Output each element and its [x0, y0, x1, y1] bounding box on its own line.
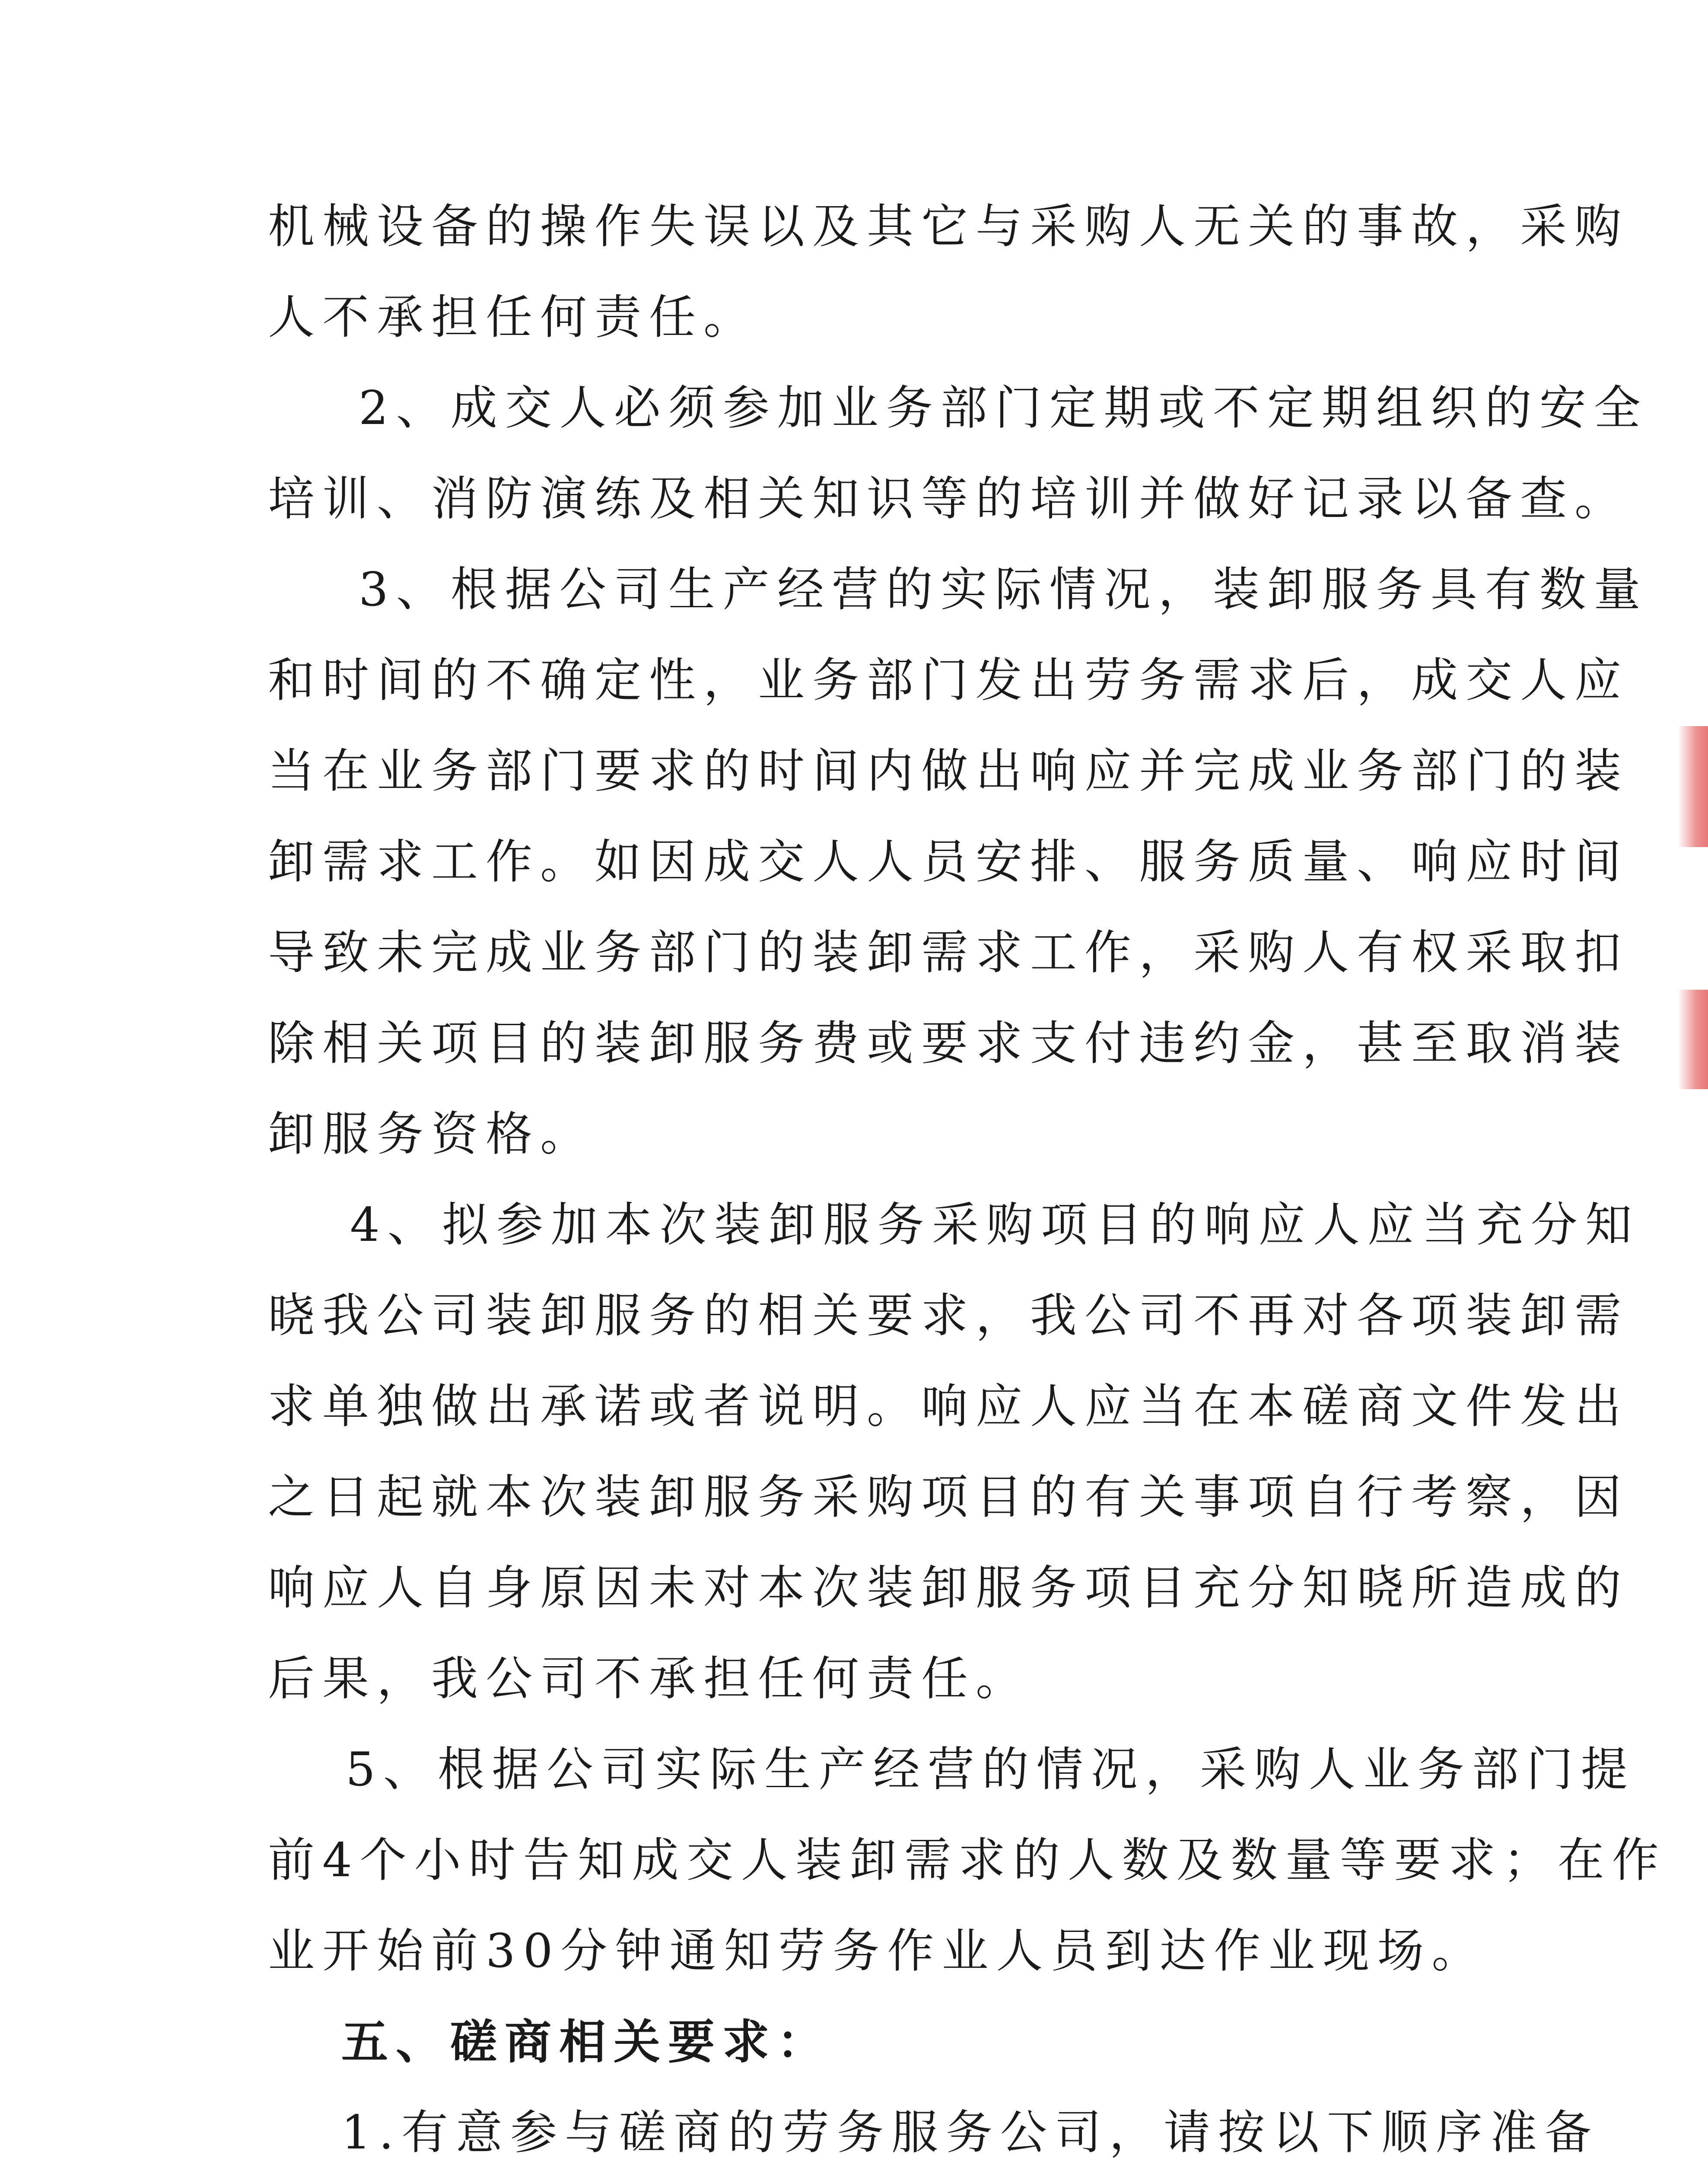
body-line: 后果，我公司不承担任何责任。	[268, 1652, 1031, 1706]
body-line: 求单独做出承诺或者说明。响应人应当在本磋商文件发出	[268, 1380, 1629, 1434]
paragraph-2-first-line: 2、成交人必须参加业务部门定期或不定期组织的安全	[359, 381, 1648, 435]
body-line: 卸需求工作。如因成交人人员安排、服务质量、响应时间	[268, 835, 1629, 889]
body-line: 和时间的不确定性，业务部门发出劳务需求后，成交人应	[268, 653, 1629, 708]
body-line: 业开始前30分钟通知劳务作业人员到达作业现场。	[268, 1924, 1486, 1978]
seal-edge-mark	[1678, 990, 1708, 1089]
body-line: 机械设备的操作失误以及其它与采购人无关的事故，采购	[268, 200, 1629, 254]
body-line: 卸服务资格。	[268, 1107, 595, 1161]
body-line: 前4个小时告知成交人装卸需求的人数及数量等要求；在作	[268, 1833, 1667, 1887]
body-line: 晓我公司装卸服务的相关要求，我公司不再对各项装卸需	[268, 1289, 1629, 1343]
body-line: 人不承担任何责任。	[268, 290, 758, 344]
body-line: 除相关项目的装卸服务费或要求支付违约金，甚至取消装	[268, 1017, 1629, 1071]
body-line: 响应人自身原因未对本次装卸服务项目充分知晓所造成的	[268, 1561, 1629, 1615]
seal-edge-mark	[1678, 726, 1708, 847]
section-heading: 五、磋商相关要求：	[341, 2015, 832, 2069]
body-line: 当在业务部门要求的时间内做出响应并完成业务部门的装	[268, 744, 1629, 798]
paragraph-4-first-line: 4、拟参加本次装卸服务采购项目的响应人应当充分知	[350, 1198, 1640, 1252]
paragraph-6-first-line: 1.有意参与磋商的劳务服务公司，请按以下顺序准备	[341, 2106, 1600, 2160]
paragraph-3-first-line: 3、根据公司生产经营的实际情况，装卸服务具有数量	[359, 563, 1648, 617]
body-line: 之日起就本次装卸服务采购项目的有关事项自行考察，因	[268, 1470, 1629, 1524]
paragraph-5-first-line: 5、根据公司实际生产经营的情况，采购人业务部门提	[346, 1743, 1635, 1797]
body-line: 培训、消防演练及相关知识等的培训并做好记录以备查。	[268, 472, 1629, 526]
body-line: 导致未完成业务部门的装卸需求工作，采购人有权采取扣	[268, 926, 1629, 980]
